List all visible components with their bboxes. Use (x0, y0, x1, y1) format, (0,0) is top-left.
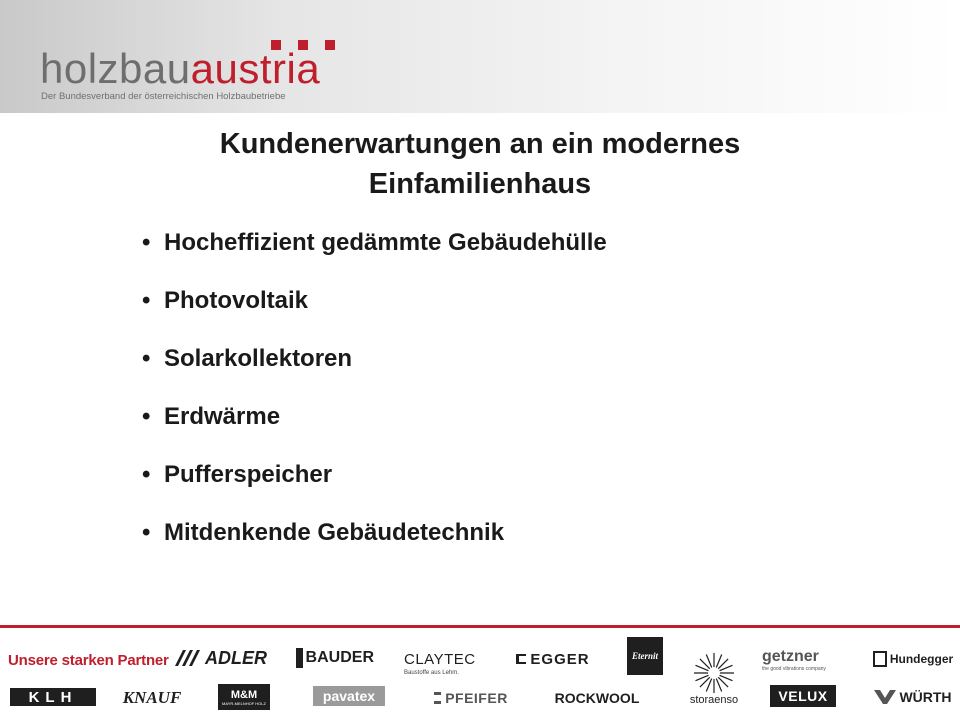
bullet-text: Hocheffizient gedämmte Gebäudehülle (164, 229, 607, 256)
bullet-text: Mitdenkende Gebäudetechnik (164, 519, 505, 546)
bullet-text: Pufferspeicher (164, 461, 333, 488)
wurth-mark-icon (874, 690, 896, 704)
bullet-item (142, 228, 607, 286)
storaenso-logo (683, 652, 745, 718)
bullet-dot-icon: • (142, 519, 151, 546)
mm-text: M&M (230, 688, 258, 701)
brand-logo (40, 45, 321, 92)
brand-name-part2: austria (190, 45, 321, 92)
rockwool-logo (552, 688, 642, 708)
bullet-text: Erdwärme (164, 403, 281, 430)
bauder-mark-icon (296, 648, 303, 668)
logo-square (325, 40, 335, 50)
footer-divider (0, 625, 960, 628)
knauf-logo (122, 683, 182, 713)
bullet-dot-icon: • (142, 461, 151, 488)
hundegger-mark-icon (873, 651, 887, 667)
bullet-item (142, 518, 607, 576)
velux-text: VELUX (778, 688, 828, 704)
bullet-dot-icon: • (142, 287, 151, 314)
knauf-text: KNAUF (122, 688, 182, 707)
eternit-logo (627, 637, 663, 675)
hundegger-logo (872, 648, 954, 670)
bullet-dot-icon: • (142, 345, 151, 372)
wurth-text: WÜRTH (899, 689, 952, 705)
slide-title (100, 124, 860, 204)
pfeifer-text: PFEIFER (445, 690, 508, 706)
pfeifer-logo (426, 688, 516, 708)
mm-subtext: MAYR-MELNHOF HOLZ (222, 700, 266, 706)
egger-logo (512, 649, 594, 669)
partners-label: Unsere starken Partner (8, 652, 169, 669)
eternit-text: Eternit (631, 651, 658, 661)
bullet-dot-icon: • (142, 229, 151, 256)
claytec-logo (404, 646, 486, 680)
adler-text: ADLER (205, 647, 267, 668)
claytec-text: CLAYTEC (404, 650, 476, 668)
bauder-logo (296, 647, 374, 669)
egger-text: EGGER (530, 650, 590, 668)
storaenso-text: storaenso (689, 694, 739, 706)
claytec-subtext: Baustoffe aus Lehm. (404, 669, 459, 676)
storaenso-burst-icon (693, 652, 735, 694)
bullet-item (142, 344, 607, 402)
bullet-text: Photovoltaik (164, 287, 309, 314)
bauder-text: BAUDER (305, 649, 374, 666)
getzner-subtext: the good vibrations company (762, 666, 826, 672)
bullet-item (142, 460, 607, 518)
brand-tagline: Der Bundesverband der österreichischen Holzbaubetriebe (41, 91, 286, 102)
egger-mark-icon (516, 654, 526, 664)
bullet-item (142, 286, 607, 344)
brand-name-part1: holzbau (40, 45, 191, 92)
hundegger-text: Hundegger (889, 652, 954, 666)
bullet-list (142, 228, 607, 576)
adler-logo (166, 645, 274, 671)
getzner-text: getzner (762, 648, 819, 665)
pavatex-logo (313, 686, 385, 706)
title-line-1: Kundenerwartungen an ein modernes (219, 128, 741, 160)
velux-logo (770, 685, 836, 707)
bullet-item (142, 402, 607, 460)
klh-logo (10, 688, 96, 706)
mm-logo (218, 684, 270, 710)
bullet-dot-icon: • (142, 403, 151, 430)
pavatex-text: pavatex (322, 688, 376, 704)
title-line-2: Einfamilienhaus (368, 168, 592, 200)
wurth-logo (873, 686, 953, 708)
rockwool-text: ROCKWOOL (554, 690, 640, 706)
klh-text: KLH (28, 688, 78, 706)
pfeifer-mark-icon (434, 692, 441, 704)
bullet-text: Solarkollektoren (164, 345, 353, 372)
adler-stripes-icon (173, 648, 203, 668)
getzner-logo (762, 646, 842, 674)
